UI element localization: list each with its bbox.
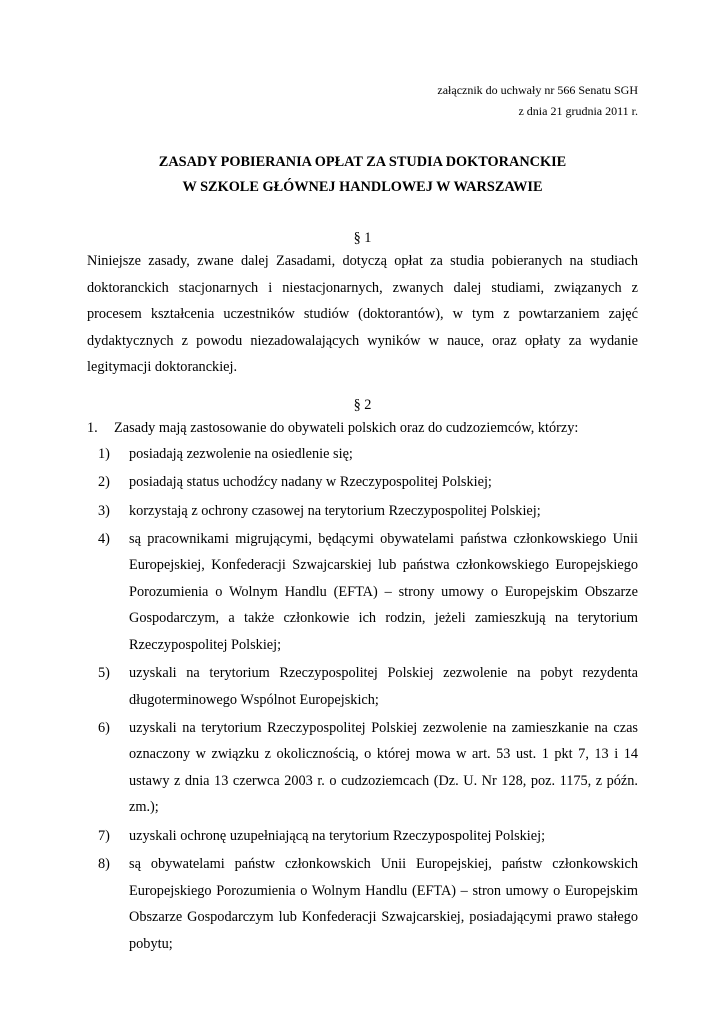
section-2-point-1 bbox=[87, 415, 638, 442]
title-line-2: W SZKOLE GŁÓWNEJ HANDLOWEJ W WARSZAWIE bbox=[182, 179, 543, 195]
item-text: są obywatelami państw członkowskich Unii Europejskiej, państw członkowskich Europejskiego Porozumienia o Wolnym Handlu (EFTA) – stron umowy o Europejskim Obszarze Gospodarczym lub Konfederacji Szwajcarskiej, posiadającymi prawo stałego pobytu; bbox=[129, 856, 638, 952]
section-2-mark: § 2 bbox=[353, 397, 372, 413]
item-number: 8) bbox=[98, 856, 110, 873]
item-number: 3) bbox=[98, 502, 110, 519]
list-item bbox=[98, 498, 638, 525]
list-item bbox=[98, 469, 638, 496]
item-text: uzyskali na terytorium Rzeczypospolitej Polskiej zezwolenie na zamieszkanie na czas oznaczony w związku z okolicznością, o której mowa w art. 53 ust. 1 pkt 7, 13 i 14 ustawy z dnia 13 czerwca 2003 r. o cudzoziemcach (Dz. U. Nr 128, poz. 1175, z późn. zm.); bbox=[129, 719, 638, 816]
title-line-1: ZASADY POBIERANIA OPŁAT ZA STUDIA DOKTORANCKIE bbox=[158, 154, 567, 170]
item-text: posiadają status uchodźcy nadany w Rzeczypospolitej Polskiej; bbox=[129, 474, 492, 491]
list-item bbox=[98, 660, 638, 713]
item-text: są pracownikami migrującymi, będącymi obywatelami państwa członkowskiego Unii Europejskiej, Konfederacji Szwajcarskiej lub państwa członkowskiego Europejskiego Porozumienia o Wolnym Handlu (EFTA) – strony umowy o Europejskim Obszarze Gospodarczym, a także członkowie ich rodzin, jeżeli zamieszkują na terytorium Rzeczypospolitej Polskiej; bbox=[129, 530, 638, 653]
section-2-item-list bbox=[98, 441, 638, 959]
item-number: 2) bbox=[98, 474, 110, 491]
header-resolution-line: załącznik do uchwały nr 566 Senatu SGH bbox=[437, 83, 638, 97]
item-number: 6) bbox=[98, 719, 110, 736]
item-text: korzystają z ochrony czasowej na terytorium Rzeczypospolitej Polskiej; bbox=[129, 502, 541, 519]
point-number: 1. bbox=[87, 420, 98, 436]
list-item bbox=[98, 715, 638, 821]
point-text: Zasady mają zastosowanie do obywateli polskich oraz do cudzoziemców, którzy: bbox=[114, 420, 579, 436]
item-number: 7) bbox=[98, 827, 110, 844]
list-item bbox=[98, 441, 638, 468]
header-date-line: z dnia 21 grudnia 2011 r. bbox=[518, 104, 638, 118]
document-header bbox=[437, 80, 638, 122]
list-item bbox=[98, 823, 638, 850]
item-number: 5) bbox=[98, 665, 110, 682]
section-1-mark: § 1 bbox=[353, 230, 372, 246]
item-text: uzyskali na terytorium Rzeczypospolitej Polskiej zezwolenie na pobyt rezydenta długoterminowego Wspólnot Europejskich; bbox=[129, 665, 638, 708]
item-text: posiadają zezwolenie na osiedlenie się; bbox=[129, 446, 353, 462]
list-item bbox=[98, 526, 638, 659]
list-item bbox=[98, 851, 638, 957]
item-text: uzyskali ochronę uzupełniającą na terytorium Rzeczypospolitej Polskiej; bbox=[129, 827, 546, 844]
item-number: 4) bbox=[98, 530, 110, 547]
section-1-text: Niniejsze zasady, zwane dalej Zasadami, dotyczą opłat za studia pobieranych na studiach doktoranckich stacjonarnych i niestacjonarnych, zwanych dalej studiami, związanych z procesem kształcenia uczestników studiów (doktorantów), w tym z powtarzaniem zajęć dydaktycznych z powodu niezadowalających wyników w nauce, oraz opłaty za wydanie legitymacji doktoranckiej. bbox=[87, 253, 638, 375]
document-title bbox=[87, 150, 638, 200]
item-number: 1) bbox=[98, 446, 110, 462]
